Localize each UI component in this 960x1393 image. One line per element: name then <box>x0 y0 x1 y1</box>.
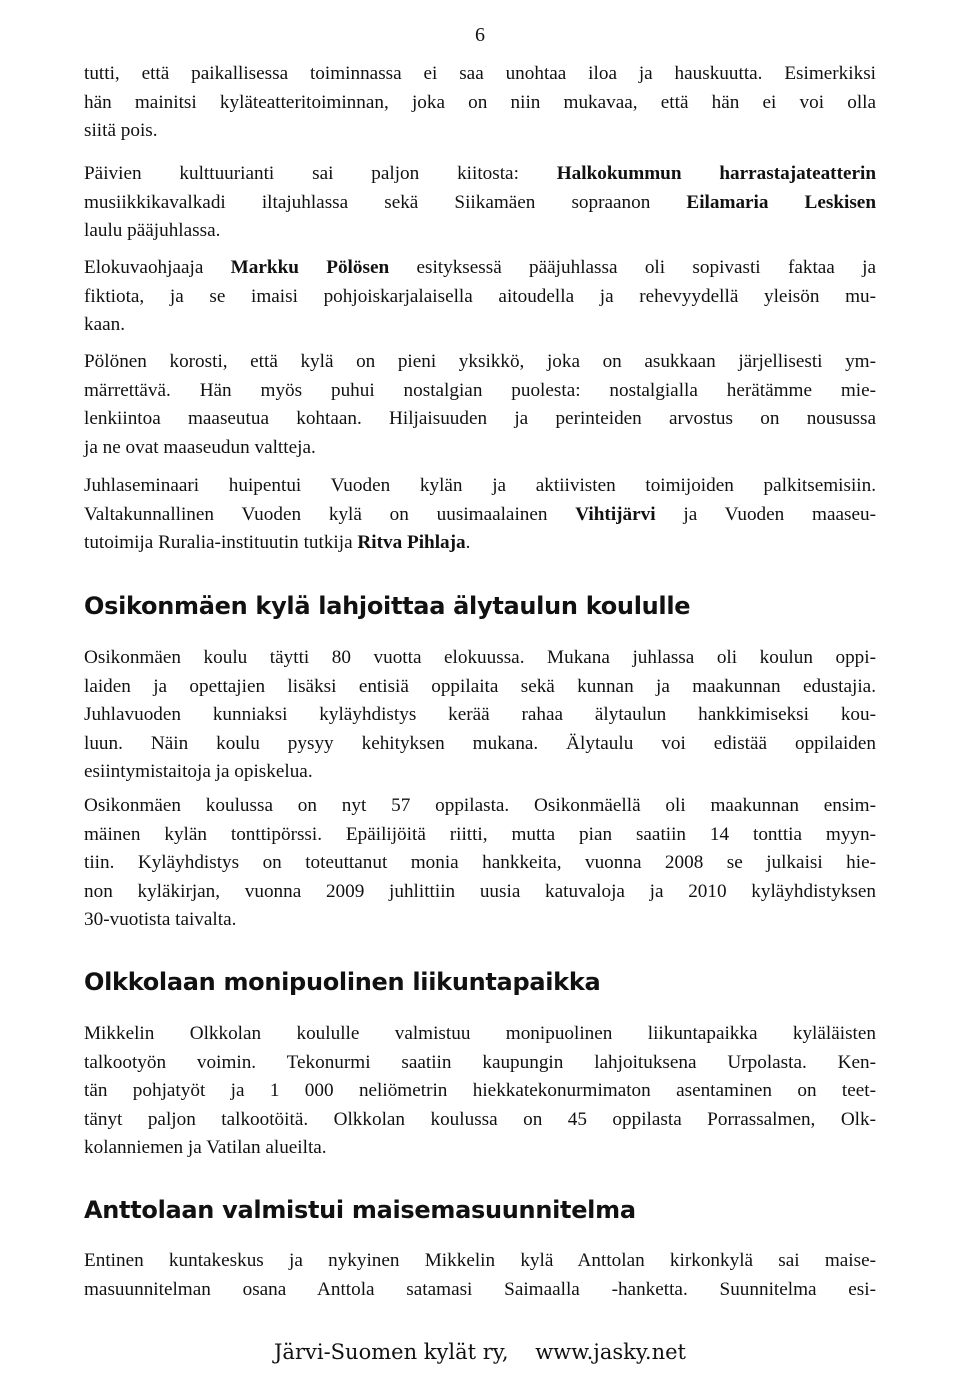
text-line: Mikkelin Olkkolan koululle valmistuu monipuolinen liikuntapaikka kyläläisten <box>84 1023 876 1044</box>
text-line: siitä pois. <box>84 120 158 141</box>
section-heading: Osikonmäen kylä lahjoittaa älytaulun koululle <box>84 592 691 620</box>
paragraph-5 <box>84 472 876 558</box>
text-line: hän mainitsi kyläteatteritoiminnan, joka on niin mukavaa, että hän ei voi olla <box>84 91 876 113</box>
text-line: laiden ja opettajien lisäksi entisiä oppilaita sekä kunnan ja maakunnan edustajia. <box>84 675 876 697</box>
text-line: talkootyön voimin. Tekonurmi saatiin kaupungin lahjoituksena Urpolasta. Ken- <box>84 1051 876 1073</box>
text-line: kolanniemen ja Vatilan alueilta. <box>84 1137 327 1158</box>
text-line: Päivien kulttuurianti sai paljon kiitosta: Halkokummun harrastajateatterin <box>84 163 877 184</box>
paragraph-2 <box>84 160 876 246</box>
bold-name: Ritva Pihlaja <box>357 532 466 553</box>
paragraph-1 <box>84 60 876 146</box>
text-line: tän pohjatyöt ja 1 000 neliömetrin hiekkatekonurmimaton asentaminen on teet- <box>84 1080 876 1101</box>
paragraph-6 <box>84 644 876 787</box>
text-line: ja ne ovat maaseudun valtteja. <box>84 436 316 458</box>
text-line: kaan. <box>84 314 126 335</box>
paragraph-4 <box>84 348 876 462</box>
text-line: Valtakunnallinen Vuoden kylä on uusimaalainen Vihtijärvi ja Vuoden maaseu- <box>84 503 876 525</box>
page-footer: Järvi-Suomen kylät ry, www.jasky.net <box>274 1340 686 1364</box>
paragraph-7 <box>84 792 876 935</box>
text-line: märrettävä. Hän myös puhui nostalgian puolesta: nostalgialla herätämme mie- <box>84 379 876 401</box>
text-line: esiintymistaitoja ja opiskelua. <box>84 761 313 782</box>
text-line: Osikonmäen koulussa on nyt 57 oppilasta. Osikonmäellä oli maakunnan ensim- <box>84 795 876 816</box>
text-line: Juhlavuoden kunniaksi kyläyhdistys kerää rahaa älytaulun hankkimiseksi kou- <box>84 704 876 725</box>
text-line: mäinen kylän tonttipörssi. Epäilijöitä riitti, mutta pian saatiin 14 tonttia myyn- <box>84 823 876 845</box>
paragraph-8 <box>84 1020 876 1163</box>
text-line: tiin. Kyläyhdistys on toteuttanut monia hankkeita, vuonna 2008 se julkaisi hie- <box>84 852 876 873</box>
text-line: lenkiintoa maaseutua kohtaan. Hiljaisuuden ja perinteiden arvostus on nousussa <box>84 408 876 429</box>
text-line: Entinen kuntakeskus ja nykyinen Mikkelin kylä Anttolan kirkonkylä sai maise- <box>84 1250 876 1271</box>
text-line: Osikonmäen koulu täytti 80 vuotta elokuussa. Mukana juhlassa oli koulun oppi- <box>84 647 876 668</box>
text-line: 30-vuotista taivalta. <box>84 909 237 930</box>
text-line: tutti, että paikallisessa toiminnassa ei saa unohtaa iloa ja hauskuutta. Esimerkiksi <box>84 63 876 84</box>
section-heading: Anttolaan valmistui maisemasuunnitelma <box>84 1196 636 1224</box>
paragraph-9 <box>84 1247 876 1304</box>
text-line: tänyt paljon talkootöitä. Olkkolan koulussa on 45 oppilasta Porrassalmen, Olk- <box>84 1108 876 1130</box>
section-heading: Olkkolaan monipuolinen liikuntapaikka <box>84 968 601 996</box>
text-line: Juhlaseminaari huipentui Vuoden kylän ja aktiivisten toimijoiden palkitsemisiin. <box>84 475 876 496</box>
bold-name: Markku Pölösen <box>230 257 390 278</box>
text-line: laulu pääjuhlassa. <box>84 220 221 241</box>
page-number: 6 <box>475 24 485 46</box>
bold-name: Halkokummun harrastajateatterin <box>556 163 877 184</box>
text-line: Pölönen korosti, että kylä on pieni yksikkö, joka on asukkaan järjellisesti ym- <box>84 351 876 372</box>
text-line: luun. Näin koulu pysyy kehityksen mukana. Älytaulu voi edistää oppilaiden <box>84 732 876 754</box>
text-line: Elokuvaohjaaja Markku Pölösen esityksessä pääjuhlassa oli sopivasti faktaa ja <box>84 257 876 278</box>
bold-name: Eilamaria Leskisen <box>686 191 876 213</box>
paragraph-3 <box>84 254 876 340</box>
text-line: musiikkikavalkadi iltajuhlassa sekä Siikamäen sopraanon Eilamaria Leskisen <box>84 191 876 213</box>
text-line: non kyläkirjan, vuonna 2009 juhlittiin uusia katuvaloja ja 2010 kyläyhdistyksen <box>84 880 876 902</box>
bold-name: Vihtijärvi <box>575 503 656 525</box>
text-line: masuunnitelman osana Anttola satamasi Saimaalla -hanketta. Suunnitelma esi- <box>84 1278 876 1300</box>
text-line: fiktiota, ja se imaisi pohjoiskarjalaisella aitoudella ja rehevyydellä yleisön mu- <box>84 285 876 307</box>
text-line: tutoimija Ruralia-instituutin tutkija Ritva Pihlaja. <box>84 532 471 553</box>
